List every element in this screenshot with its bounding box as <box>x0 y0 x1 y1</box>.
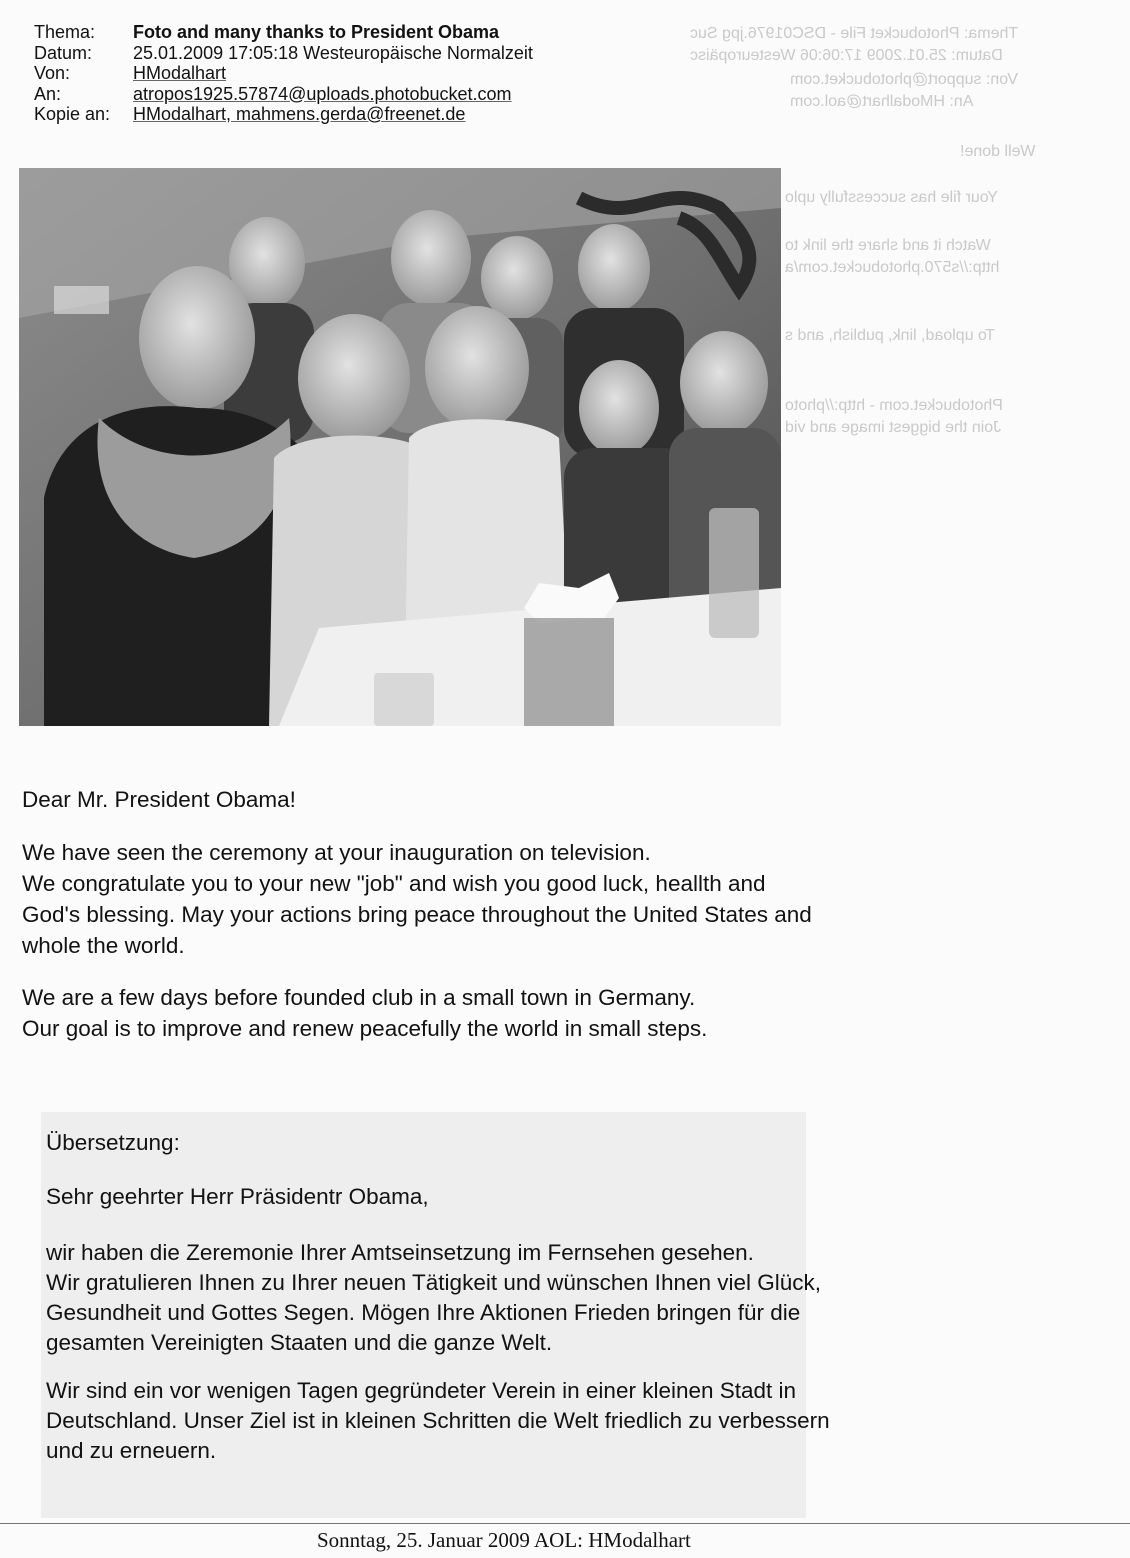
bleed-through-text: Join the biggest image and vid <box>785 419 1002 436</box>
cc-row <box>34 104 533 125</box>
to-label: An: <box>34 83 62 104</box>
translation-line: Gesundheit und Gottes Segen. Mögen Ihre Aktionen Frieden bringen für die <box>46 1300 801 1325</box>
bleed-through-text: http://s570.photobucket.com/a <box>785 259 1000 276</box>
bleed-through-text: Well done! <box>960 143 1036 160</box>
to-row <box>34 84 533 105</box>
date-label: Datum: <box>34 42 93 63</box>
date-row <box>34 43 533 64</box>
letter-line: We have seen the ceremony at your inauguration on television. <box>22 840 651 865</box>
from-label: Von: <box>34 63 71 83</box>
translation-heading: Übersetzung: <box>46 1130 180 1155</box>
bleed-through-text: Your file has successfully uplo <box>785 189 998 206</box>
from-link[interactable]: HModalhart <box>133 63 227 83</box>
letter-line: whole the world. <box>22 933 185 958</box>
letter-body <box>22 784 1102 1044</box>
from-row <box>34 63 533 84</box>
to-link[interactable]: atropos1925.57874@uploads.photobucket.com <box>133 83 512 104</box>
subject-value: Foto and many thanks to President Obama <box>133 22 500 42</box>
bleed-through-text: Thema: Photobucket File - DSC01976.jpg Suc <box>690 25 1019 42</box>
group-photo-image <box>19 168 781 726</box>
letter-line: Our goal is to improve and renew peacefully the world in small steps. <box>22 1016 708 1041</box>
bleed-through-text: Photobucket.com - http://photo <box>785 397 1003 414</box>
subject-row <box>34 22 533 43</box>
letter-line: God's blessing. May your actions bring peace throughout the United States and <box>22 902 812 927</box>
translation-line: wir haben die Zeremonie Ihrer Amtseinsetzung im Fernsehen gesehen. <box>46 1240 754 1265</box>
translation-line: gesamten Vereinigten Staaten und die ganze Welt. <box>46 1330 553 1355</box>
translation-salutation: Sehr geehrter Herr Präsidentr Obama, <box>46 1184 429 1209</box>
letter-salutation: Dear Mr. President Obama! <box>22 787 296 812</box>
bleed-through-text: Von: support@photobucket.com <box>790 71 1018 88</box>
translation-line: Wir sind ein vor wenigen Tagen gegründeter Verein in einer kleinen Stadt in <box>46 1378 797 1403</box>
cc-link[interactable]: HModalhart, mahmens.gerda@freenet.de <box>133 104 466 124</box>
subject-label: Thema: <box>34 22 96 42</box>
translation-line: und zu erneuern. <box>46 1438 217 1463</box>
letter-line: We are a few days before founded club in a small town in Germany. <box>22 985 696 1010</box>
translation-line: Deutschland. Unser Ziel ist in kleinen Schritten die Welt friedlich zu verbessern <box>46 1408 830 1433</box>
bleed-through-text: Watch it and share the link to <box>785 237 991 254</box>
cc-label: Kopie an: <box>34 104 111 124</box>
email-header <box>34 22 533 125</box>
bleed-through-text: To upload, link, publish, and s <box>785 327 995 344</box>
translation-body <box>46 1128 1106 1466</box>
group-photo <box>19 168 781 726</box>
footer-divider <box>0 1523 1130 1524</box>
print-footer: Sonntag, 25. Januar 2009 AOL: HModalhart <box>317 1528 691 1552</box>
bleed-through-text: Datum: 25.01.2009 17:06:06 Westeuropäisc <box>690 47 1003 64</box>
bleed-through-text: An: HModalhart@aol.com <box>790 93 974 110</box>
letter-line: We congratulate you to your new "job" and wish you good luck, heallth and <box>22 871 766 896</box>
date-value: 25.01.2009 17:05:18 Westeuropäische Normalzeit <box>133 42 533 63</box>
translation-line: Wir gratulieren Ihnen zu Ihrer neuen Tätigkeit und wünschen Ihnen viel Glück, <box>46 1270 822 1295</box>
